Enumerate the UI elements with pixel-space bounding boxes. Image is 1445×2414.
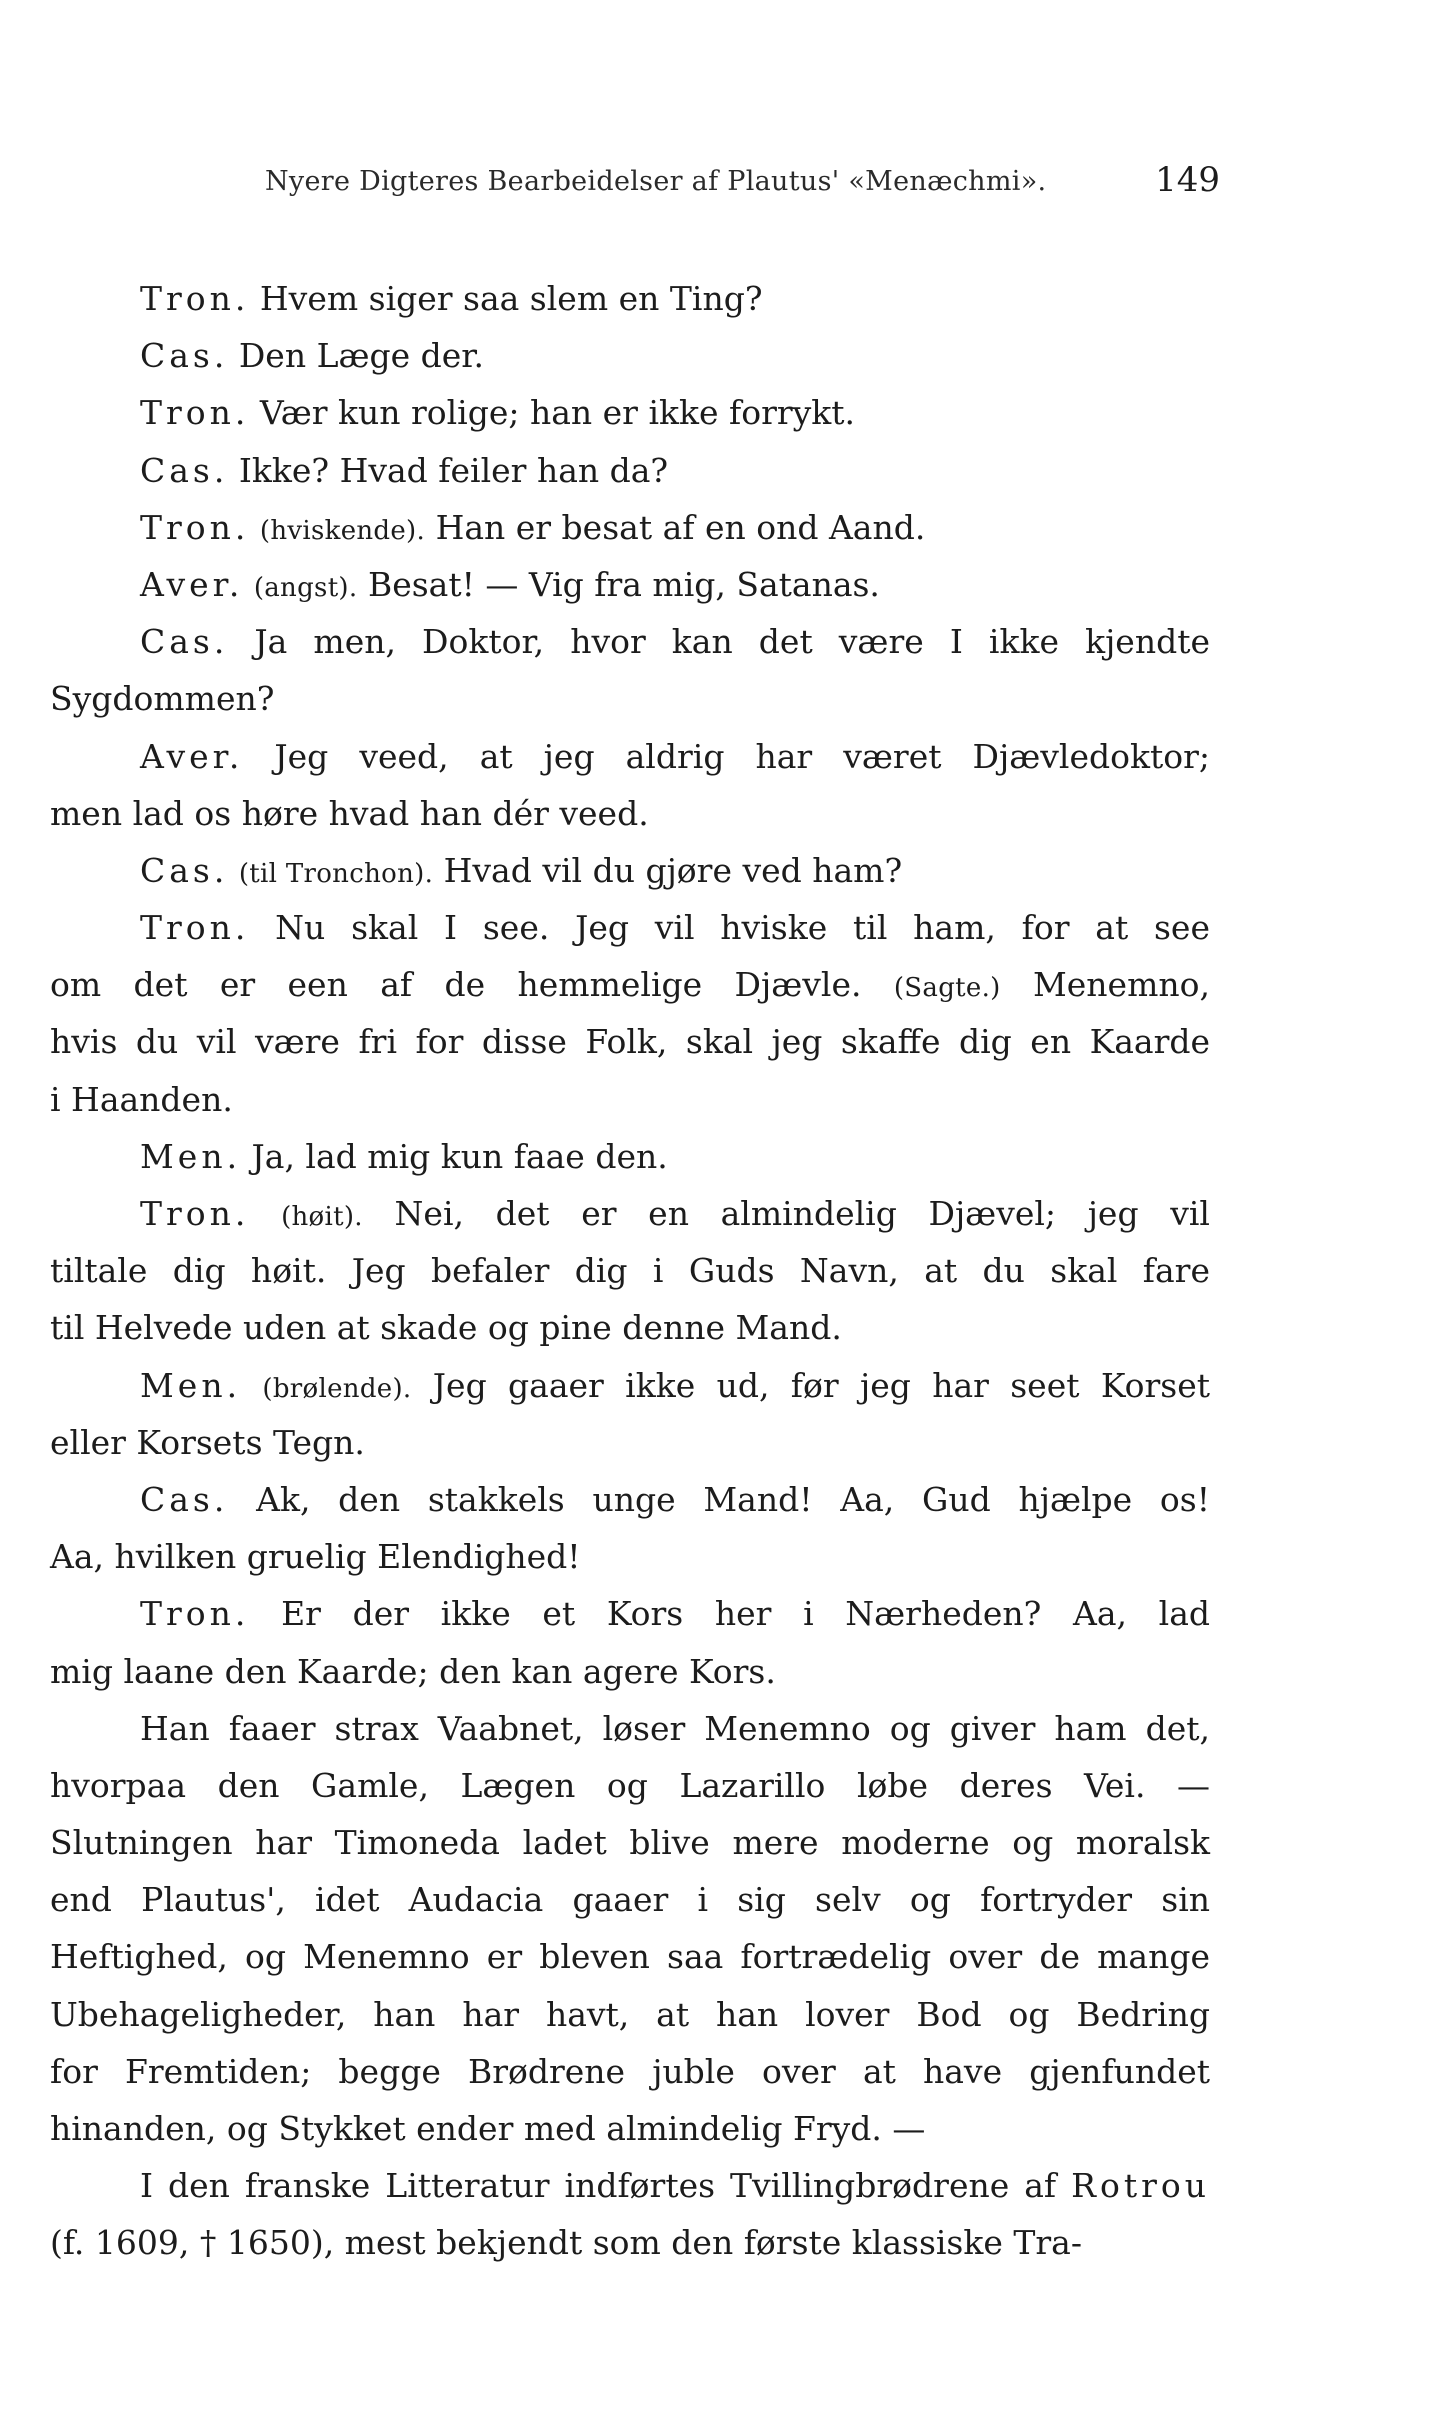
speaker-name: Tron. bbox=[140, 507, 250, 547]
text-line bbox=[50, 1357, 1210, 1414]
page-number: 149 bbox=[1155, 160, 1220, 200]
text-run bbox=[243, 565, 254, 604]
text-run: Slutningen har Timoneda ladet blive mere moderne og moralsk bbox=[50, 1823, 1210, 1863]
text-run: Er der ikke et Kors her i Nærheden? Aa, lad bbox=[249, 1594, 1210, 1634]
text-run bbox=[249, 1194, 281, 1233]
text-run: men lad os høre hvad han dér veed. bbox=[50, 793, 649, 833]
text-run: Han faaer strax Vaabnet, løser Menemno og giver ham det, bbox=[140, 1708, 1210, 1748]
text-run: Jeg veed, at jeg aldrig har været Djævledoktor; bbox=[243, 736, 1210, 776]
speaker-name: Cas. bbox=[140, 1479, 229, 1519]
text-line bbox=[50, 1528, 1210, 1585]
text-run: I den franske Litteratur indførtes Tvillingbrødrene af bbox=[140, 2166, 1072, 2206]
text-run: Ja men, Doktor, hvor kan det være I ikke kjendte bbox=[228, 622, 1210, 662]
text-line bbox=[50, 956, 1210, 1013]
stage-direction: (brølende). bbox=[262, 1373, 412, 1404]
text-line bbox=[50, 442, 1210, 499]
text-run: eller Korsets Tegn. bbox=[50, 1422, 365, 1462]
text-run: Heftighed, og Menemno er bleven saa fortrædelig over de mange bbox=[50, 1937, 1210, 1977]
text-run: end Plautus', idet Audacia gaaer i sig selv og fortryder sin bbox=[50, 1880, 1210, 1920]
text-run: hinanden, og Stykket ender med almindelig Fryd. — bbox=[50, 2109, 926, 2148]
speaker-name: Cas. bbox=[140, 622, 229, 662]
text-line bbox=[50, 384, 1210, 441]
speaker-name: Cas. bbox=[140, 336, 229, 376]
text-line bbox=[50, 1757, 1210, 1814]
running-title: Nyere Digteres Bearbeidelser af Plautus' «Menæchmi». bbox=[265, 166, 1047, 197]
text-line bbox=[50, 327, 1210, 384]
speaker-name: Cas. bbox=[140, 450, 229, 490]
speaker-name: Tron. bbox=[140, 393, 250, 433]
text-line bbox=[50, 2214, 1210, 2271]
text-run: Vær kun rolige; han er ikke forrykt. bbox=[249, 393, 856, 433]
text-run: Aa, hvilken gruelig Elendighed! bbox=[50, 1537, 581, 1577]
text-line bbox=[50, 670, 1210, 727]
text-run: Hvad vil du gjøre ved ham? bbox=[433, 850, 903, 890]
text-run: Sygdommen? bbox=[50, 679, 275, 719]
text-run: Ak, den stakkels unge Mand! Aa, Gud hjælpe os! bbox=[228, 1479, 1210, 1519]
speaker-name: Aver. bbox=[140, 564, 244, 604]
text-line bbox=[50, 1128, 1210, 1185]
text-line bbox=[50, 270, 1210, 327]
text-line bbox=[50, 1242, 1210, 1299]
text-run: Nu skal I see. Jeg vil hviske til ham, for at see bbox=[249, 908, 1210, 948]
text-run: hvis du vil være fri for disse Folk, skal jeg skaffe dig en Kaarde bbox=[50, 1022, 1210, 1062]
text-run: Jeg gaaer ikke ud, før jeg har seet Korset bbox=[411, 1365, 1210, 1405]
text-run: til Helvede uden at skade og pine denne Mand. bbox=[50, 1308, 842, 1348]
text-line bbox=[50, 1471, 1210, 1528]
stage-direction: (hviskende). bbox=[259, 515, 426, 546]
speaker-name: Men. bbox=[140, 1136, 242, 1176]
text-run: Den Læge der. bbox=[228, 336, 484, 376]
text-run: hvorpaa den Gamle, Lægen og Lazarillo løbe deres Vei. — bbox=[50, 1765, 1210, 1805]
text-line bbox=[50, 785, 1210, 842]
text-run: for Fremtiden; begge Brødrene juble over at have gjenfundet bbox=[50, 2051, 1210, 2091]
body-text bbox=[50, 270, 1210, 2272]
speaker-name: Tron. bbox=[140, 279, 250, 318]
text-run: mig laane den Kaarde; den kan agere Kors. bbox=[50, 1651, 776, 1691]
speaker-name: Cas. bbox=[140, 850, 229, 890]
speaker-name: Men. bbox=[140, 1365, 242, 1405]
text-run: (f. 1609, † 1650), mest bekjendt som den første klassiske Tra- bbox=[50, 2223, 1082, 2263]
text-line bbox=[50, 2043, 1210, 2100]
text-line bbox=[50, 1814, 1210, 1871]
text-run: Nei, det er en almindelig Djævel; jeg vil bbox=[362, 1194, 1210, 1233]
stage-direction: (høit). bbox=[281, 1202, 363, 1232]
text-line bbox=[50, 728, 1210, 785]
text-line bbox=[50, 499, 1210, 556]
text-line bbox=[50, 1643, 1210, 1700]
text-line bbox=[50, 1414, 1210, 1471]
stage-direction: (til Tronchon). bbox=[238, 858, 434, 889]
text-line bbox=[50, 1013, 1210, 1070]
speaker-name: Rotrou bbox=[1071, 2166, 1210, 2206]
text-line bbox=[50, 1185, 1210, 1242]
text-run bbox=[228, 851, 239, 890]
text-run: Besat! — Vig fra mig, Satanas. bbox=[357, 564, 880, 604]
text-line bbox=[50, 2100, 1210, 2157]
text-run: Menemno, bbox=[1000, 965, 1210, 1005]
text-line bbox=[50, 1585, 1210, 1642]
text-run: Hvem siger saa slem en Ting? bbox=[249, 279, 763, 318]
text-line bbox=[50, 1299, 1210, 1356]
text-run: Ja, lad mig kun faae den. bbox=[241, 1136, 668, 1176]
text-run: Ubehageligheder, han har havt, at han lover Bod og Bedring bbox=[50, 1994, 1210, 2034]
speaker-name: Tron. bbox=[140, 1594, 250, 1634]
text-run: i Haanden. bbox=[50, 1079, 233, 1119]
text-run: tiltale dig høit. Jeg befaler dig i Guds Navn, at du skal fare bbox=[50, 1251, 1210, 1291]
text-line bbox=[50, 613, 1210, 670]
text-line bbox=[50, 1986, 1210, 2043]
text-line bbox=[50, 1928, 1210, 1985]
page-header bbox=[265, 160, 1220, 210]
speaker-name: Tron. bbox=[140, 908, 250, 948]
text-line bbox=[50, 842, 1210, 899]
speaker-name: Tron. bbox=[140, 1194, 250, 1233]
text-run: Han er besat af en ond Aand. bbox=[425, 507, 926, 547]
text-line bbox=[50, 899, 1210, 956]
text-run: Ikke? Hvad feiler han da? bbox=[228, 450, 669, 490]
text-line bbox=[50, 556, 1210, 613]
text-line bbox=[50, 1071, 1210, 1128]
stage-direction: (angst). bbox=[253, 572, 358, 603]
text-line bbox=[50, 1700, 1210, 1757]
text-run bbox=[241, 1366, 262, 1405]
text-run: om det er een af de hemmelige Djævle. bbox=[50, 965, 894, 1005]
text-line bbox=[50, 2157, 1210, 2214]
text-line bbox=[50, 1871, 1210, 1928]
speaker-name: Aver. bbox=[140, 736, 244, 776]
stage-direction: (Sagte.) bbox=[893, 973, 1001, 1004]
text-run bbox=[249, 508, 260, 547]
